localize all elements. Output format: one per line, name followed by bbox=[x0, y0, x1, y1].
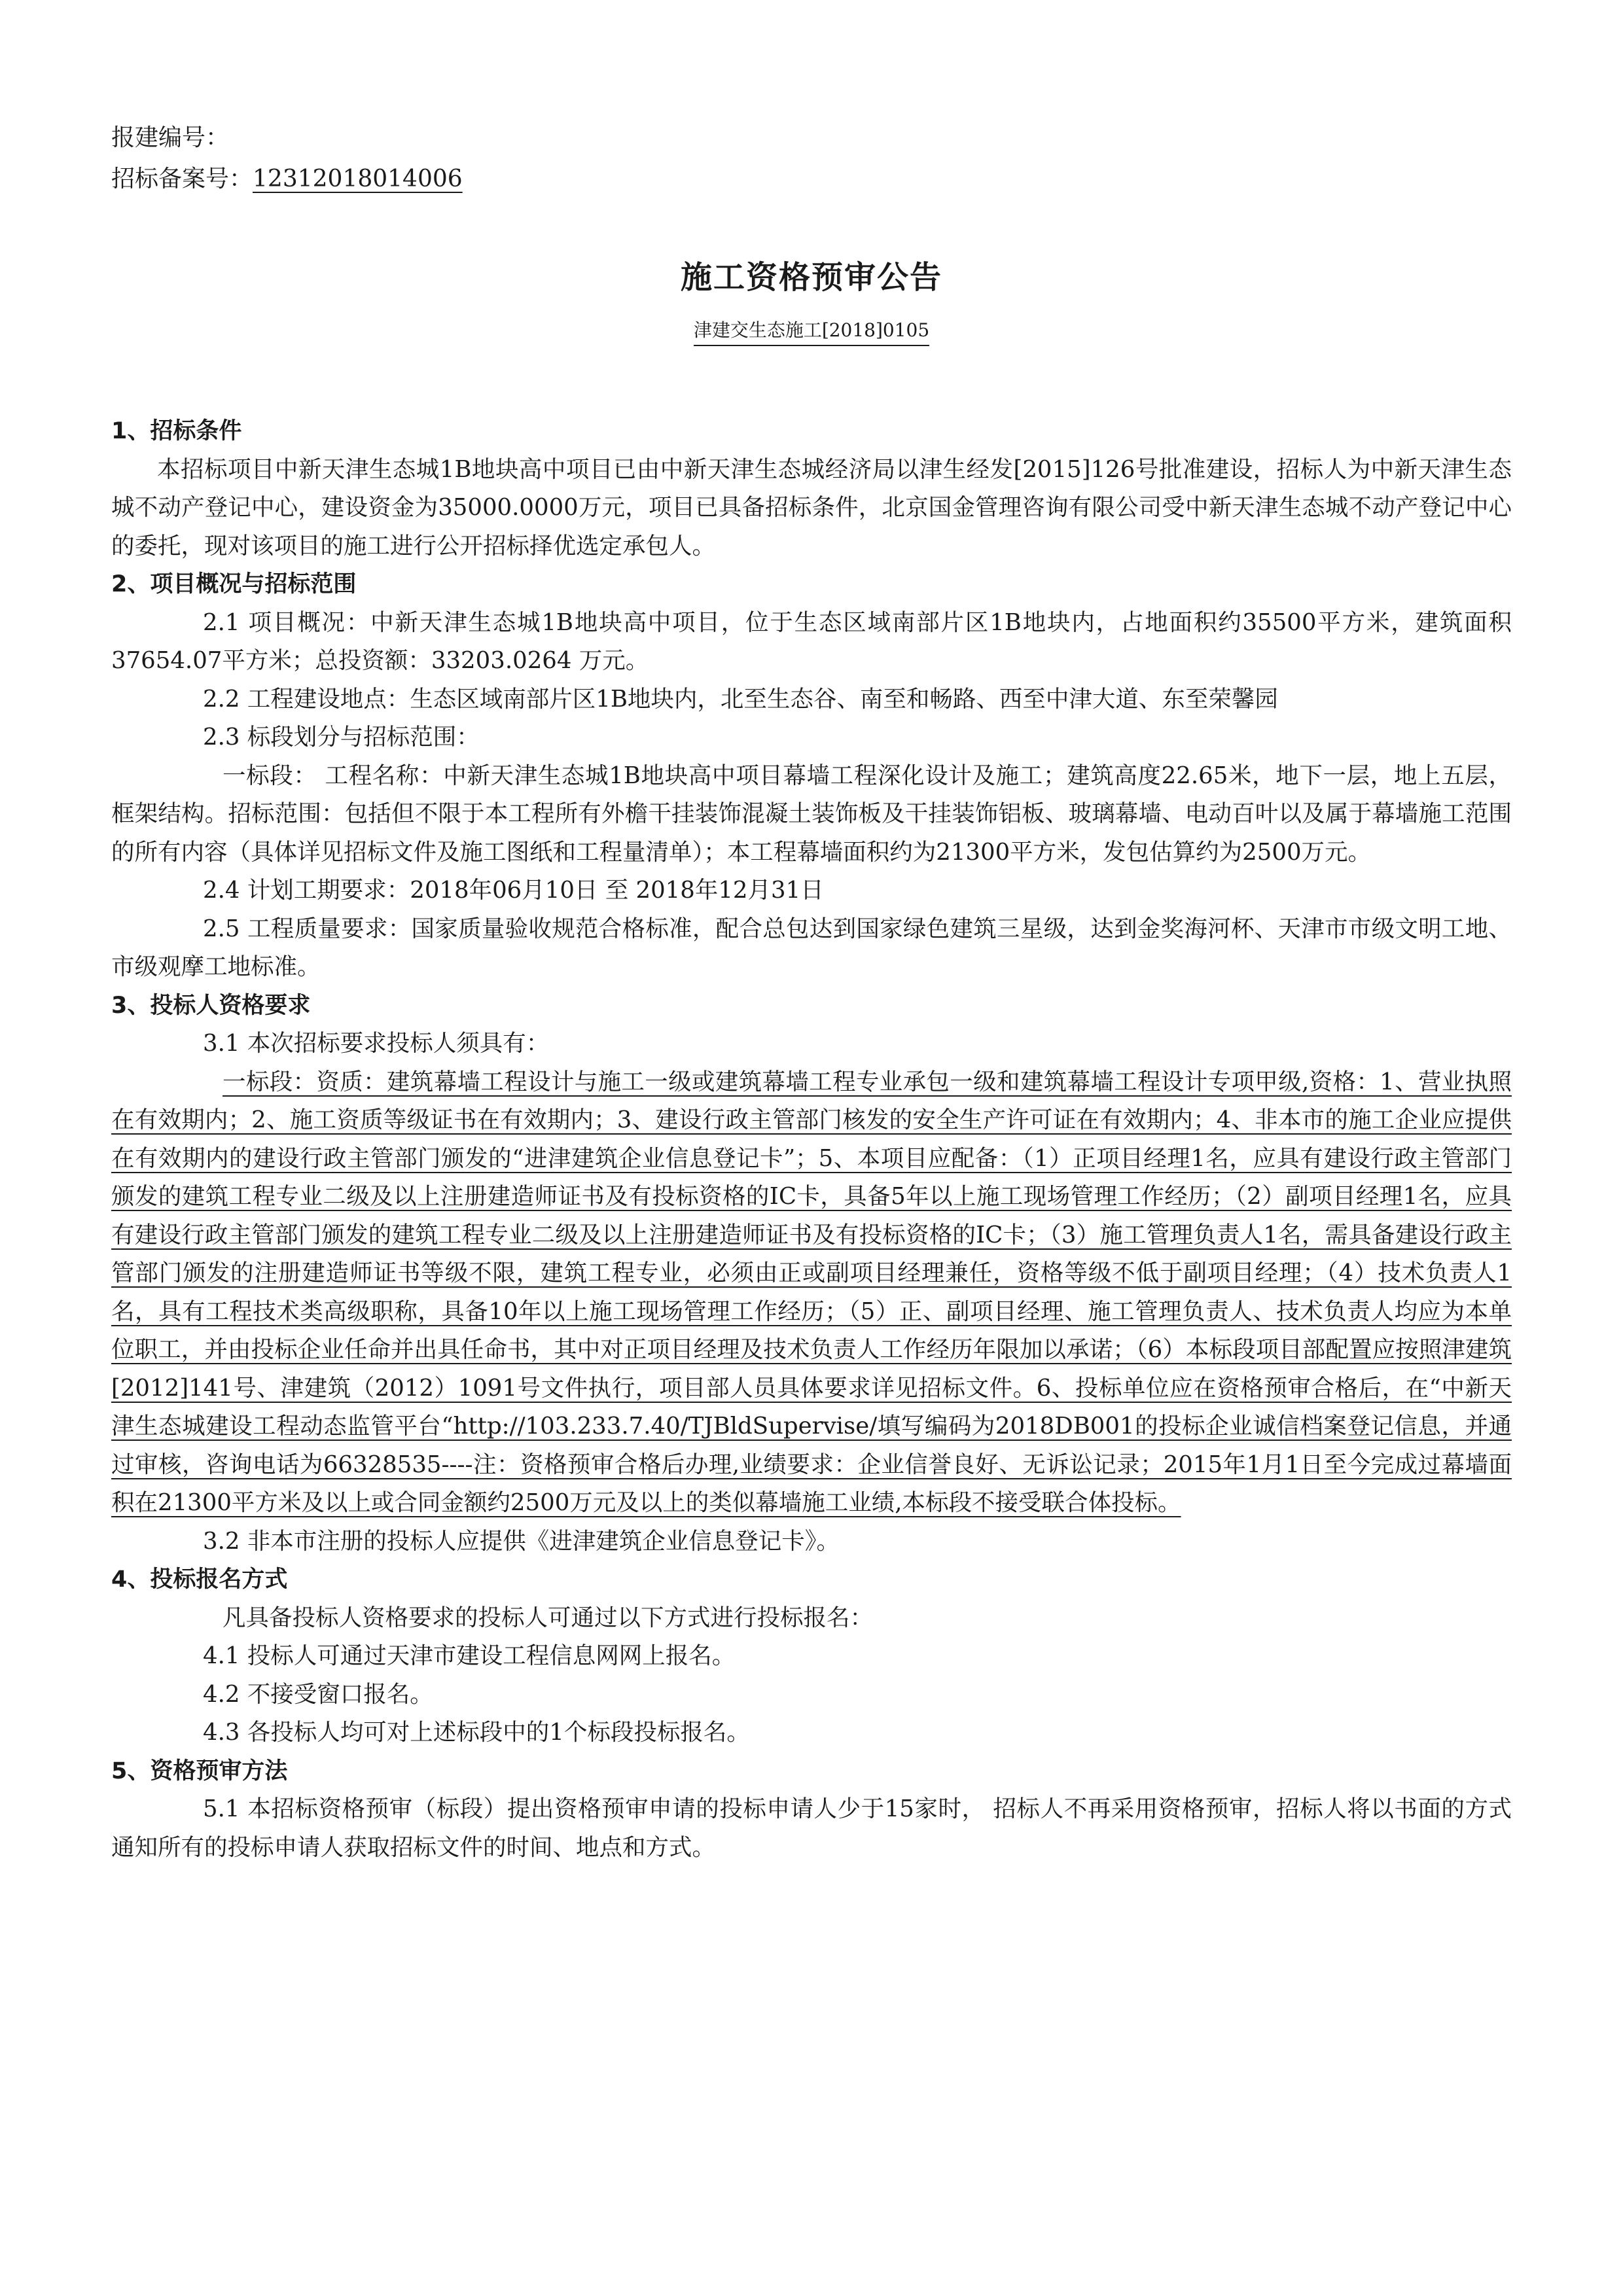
report-number-label: 报建编号： bbox=[111, 124, 230, 151]
section-2-5-paragraph: 2.5 工程质量要求：国家质量验收规范合格标准，配合总包达到国家绿色建筑三星级，达到金奖海河杯、天津市市级文明工地、市级观摩工地标准。 bbox=[111, 915, 1512, 980]
tender-number-line bbox=[111, 162, 463, 196]
document-number-text: 津建交生态施工[2018]0105 bbox=[694, 316, 929, 346]
section-3-heading: 3、投标人资格要求 bbox=[111, 992, 311, 1019]
section-3-1-paragraph: 3.1 本次招标要求投标人须具有： bbox=[203, 1030, 550, 1057]
document-title: 施工资格预审公告 bbox=[680, 259, 942, 296]
section-4-3-paragraph: 4.3 各投标人均可对上述标段中的1个标段投标报名。 bbox=[203, 1719, 750, 1746]
section-3-1-requirements: 一标段：资质：建筑幕墙工程设计与施工一级或建筑幕墙工程专业承包一级和建筑幕墙工程设计专项甲级,资格：1、营业执照在有效期内；2、施工资质等级证书在有效期内；3、建设行政主管部门核发的安全生产许可证在有效期内；4、非本市的施工企业应提供在有效期内的建设行政主管部门颁发的“进津建筑企业信息登记卡”；5、本项目应配备：（1）正项目经理1名，应具有建设行政主管部门颁发的建筑工程专业二级及以上注册建造师证书及有投标资格的IC卡，具备5年以上施工现场管理工作经历；（2）副项目经理1名，应具有建设行政主管部门颁发的建筑工程专业二级及以上注册建造师证书及有投标资格的IC卡；（3）施工管理负责人1名，需具备建设行政主管部门颁发的注册建造师证书等级不限，建筑工程专业，必须由正或副项目经理兼任，资格等级不低于副项目经理；（4）技术负责人1名，具有工程技术类高级职称，具备10年以上施工现场管理工作经历；（5）正、副项目经理、施工管理负责人、技术负责人均应为本单位职工，并由投标企业任命并出具任命书，其中对正项目经理及技术负责人工作经历年限加以承诺；（6）本标段项目部配置应按照津建筑[2012]141号、津建筑（2012）1091号文件执行，项目部人员具体要求详见招标文件。6、投标单位应在资格预审合格后，在“中新天津生态城建设工程动态监管平台“http://103.233.7.40/TJBldSupervise/填写编码为2018DB001的投标企业诚信档案登记信息，并通过审核，咨询电话为66328535----注：资格预审合格后办理,业绩要求：企业信誉良好、无诉讼记录；2015年1月1日至今完成过幕墙面积在21300平方米及以上或合同金额约2500万元及以上的类似幕墙施工业绩,本标段不接受联合体投标。 bbox=[111, 1068, 1512, 1516]
tender-number-label: 招标备案号： bbox=[111, 166, 253, 192]
document-body bbox=[111, 412, 1512, 1867]
section-2-1-paragraph: 2.1 项目概况：中新天津生态城1B地块高中项目，位于生态区域南部片区1B地块内，占地面积约35500平方米，建筑面积37654.07平方米；总投资额：33203.0264 万元。 bbox=[111, 609, 1512, 674]
section-2-3-paragraph: 2.3 标段划分与招标范围： bbox=[203, 724, 480, 751]
section-2-4-paragraph: 2.4 计划工期要求：2018年06月10日 至 2018年12月31日 bbox=[203, 877, 824, 904]
section-2-heading: 2、项目概况与招标范围 bbox=[111, 571, 357, 597]
section-5-heading: 5、资格预审方法 bbox=[111, 1757, 288, 1784]
section-4-intro: 凡具备投标人资格要求的投标人可通过以下方式进行投标报名： bbox=[223, 1604, 874, 1631]
document-number bbox=[0, 316, 1623, 346]
section-1-heading: 1、招标条件 bbox=[111, 418, 242, 444]
section-4-2-paragraph: 4.2 不接受窗口报名。 bbox=[203, 1680, 433, 1708]
report-number-line bbox=[111, 121, 229, 155]
section-4-heading: 4、投标报名方式 bbox=[111, 1566, 288, 1593]
section-1-paragraph: 本招标项目中新天津生态城1B地块高中项目已由中新天津生态城经济局以津生经发[2015]126号批准建设，招标人为中新天津生态城不动产登记中心，建设资金为35000.0000万元，项目已具备招标条件，北京国金管理咨询有限公司受中新天津生态城不动产登记中心的委托，现对该项目的施工进行公开招标择优选定承包人。 bbox=[111, 455, 1512, 559]
section-2-3-lot-paragraph: 一标段： 工程名称：中新天津生态城1B地块高中项目幕墙工程深化设计及施工；建筑高度22.65米，地下一层，地上五层，框架结构。招标范围：包括但不限于本工程所有外檐干挂装饰混凝土装饰板及干挂装饰铝板、玻璃幕墙、电动百叶以及属于幕墙施工范围的所有内容（具体详见招标文件及施工图纸和工程量清单）；本工程幕墙面积约为21300平方米，发包估算约为2500万元。 bbox=[111, 762, 1512, 866]
tender-number-value: 12312018014006 bbox=[253, 166, 463, 192]
section-2-2-paragraph: 2.2 工程建设地点：生态区域南部片区1B地块内，北至生态谷、南至和畅路、西至中津大道、东至荣馨园 bbox=[203, 685, 1278, 713]
section-4-1-paragraph: 4.1 投标人可通过天津市建设工程信息网网上报名。 bbox=[203, 1642, 736, 1669]
section-3-2-paragraph: 3.2 非本市注册的投标人应提供《进津建筑企业信息登记卡》。 bbox=[203, 1527, 840, 1555]
section-5-1-paragraph: 5.1 本招标资格预审（标段）提出资格预审申请的投标申请人少于15家时， 招标人不再采用资格预审，招标人将以书面的方式通知所有的投标申请人获取招标文件的时间、地点和方式。 bbox=[111, 1795, 1512, 1861]
